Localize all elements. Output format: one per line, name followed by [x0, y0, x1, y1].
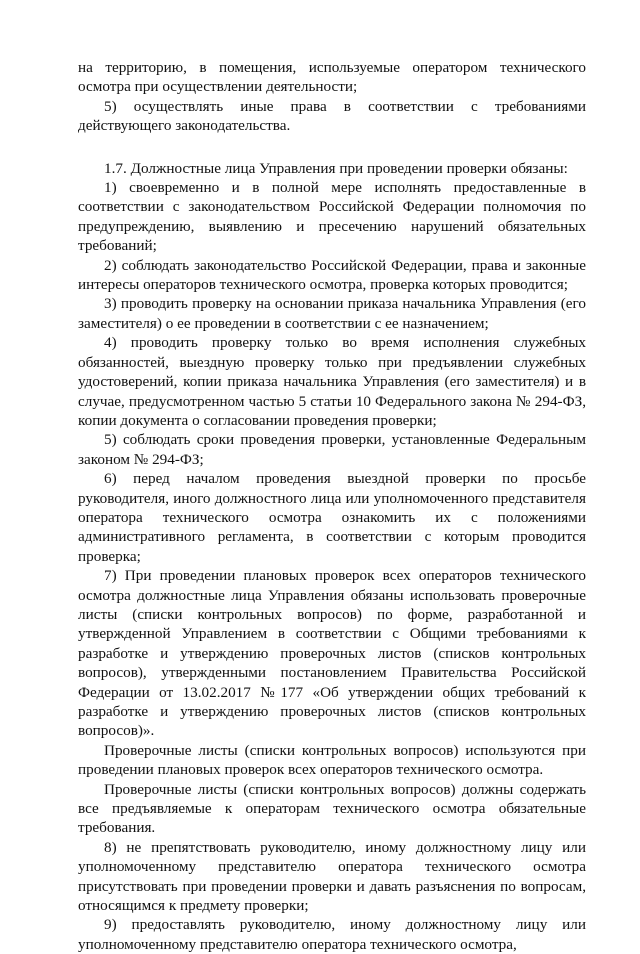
paragraph-item-3: 3) проводить проверку на основании приказа начальника Управления (его заместителя) о ее проведении в соответствии с ее назначением;: [78, 295, 586, 332]
paragraph-item-7: 7) При проведении плановых проверок всех операторов технического осмотра должностные лица Управления обязаны использовать проверочные листы (списки контрольных вопросов) по форме, разработанной и утвержденной Управлением в соответствии с Общими требованиями к разработке и утверждению проверочных листов (списков контрольных вопросов), утвержденными постановлением Правительства Российской Федерации от 13.02.2017 №177 «Об утверждении общих требований к разработке и утверждению проверочных листов (списков контрольных вопросов)».: [78, 567, 586, 740]
paragraph-item-2: 2) соблюдать законодательство Российской Федерации, права и законные интересы операторов технического осмотра, проверка которых проводится;: [78, 256, 586, 294]
paragraph-item-4: 4) проводить проверку только во время исполнения служебных обязанностей, выездную проверку только при предъявлении служебных удостоверений, копии приказа начальника Управления (его заместителя) и в случае, предусмотренном частью 5 статьи 10 Федерального закона № 294-ФЗ, копии документа о согласовании проведения проверки;: [78, 334, 586, 429]
paragraph-checklists-content: Проверочные листы (списки контрольных вопросов) должны содержать все предъявляемые к операторам технического осмотра обязательные требования.: [78, 780, 586, 837]
paragraph-checklists-usage: Проверочные листы (списки контрольных вопросов) используются при проведении плановых проверок всех операторов технического осмотра.: [78, 741, 586, 779]
paragraph-item-6: 6) перед началом проведения выездной проверки по просьбе руководителя, иного должностного лица или уполномоченного представителя оператора технического осмотра ознакомить их с положениями административного регламента, в соответствии с которым проводится проверка;: [78, 470, 586, 565]
paragraph-item-9: 9) предоставлять руководителю, иному должностному лицу или уполномоченному представителю оператора технического осмотра,: [78, 916, 586, 953]
paragraph-item-8: 8) не препятствовать руководителю, иному должностному лицу или уполномоченному представителю оператора технического осмотра присутствовать при проведении проверки и давать разъяснения по вопросам, относящимся к предмету проверки;: [78, 838, 586, 915]
paragraph-item-5-deadlines: 5) соблюдать сроки проведения проверки, установленные Федеральным законом № 294-ФЗ;: [78, 431, 586, 468]
document-page: [78, 58, 586, 954]
paragraph-item-5: 5) осуществлять иные права в соответствии с требованиями действующего законодательства.: [78, 97, 586, 135]
section-heading-1-7: 1.7. Должностные лица Управления при проведении проверки обязаны:: [104, 159, 568, 177]
paragraph-item-1: 1) своевременно и в полной мере исполнять предоставленные в соответствии с законодательством Российской Федерации полномочия по предупреждению, выявлению и пресечению нарушений обязательных требований;: [78, 179, 586, 255]
paragraph-continuation: на территорию, в помещения, используемые оператором технического осмотра при осуществлении деятельности;: [78, 59, 586, 96]
